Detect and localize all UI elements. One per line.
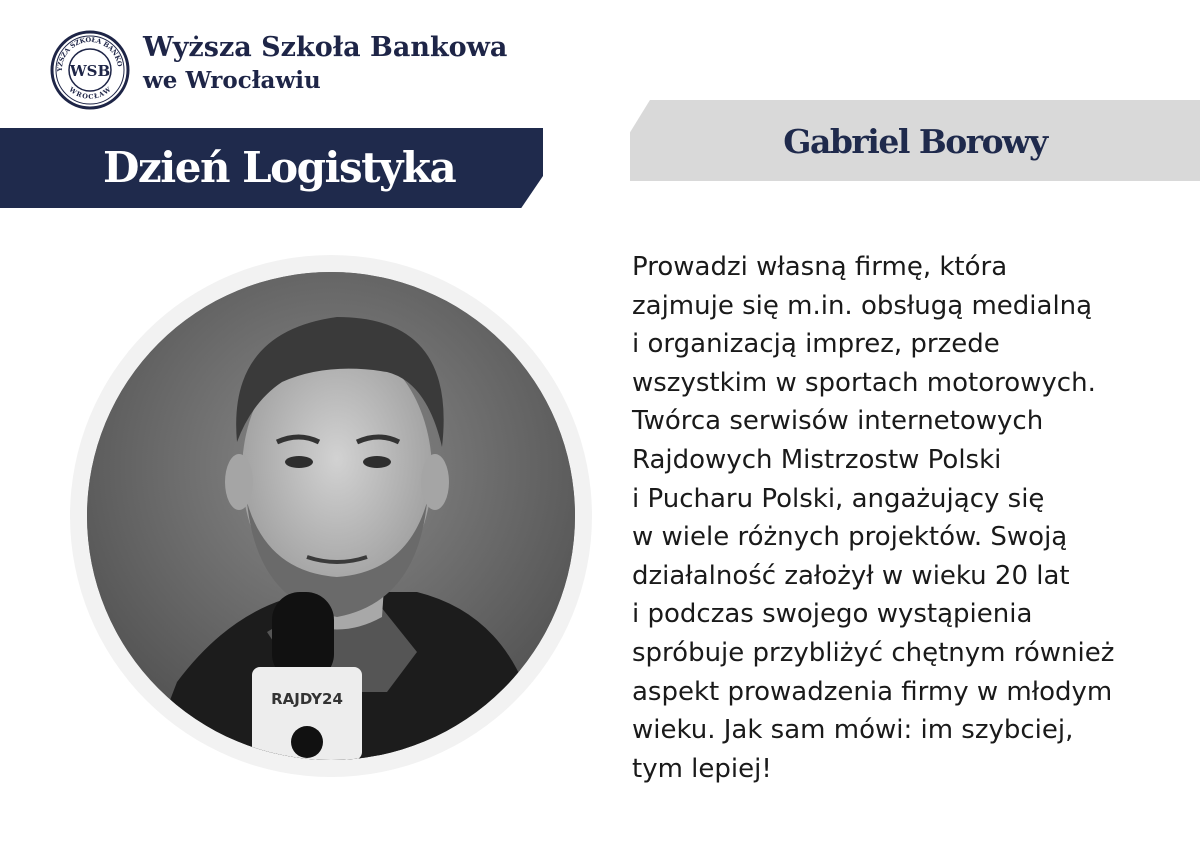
microphone-brand: RAJDY24	[271, 690, 343, 708]
bio-line: wieku. Jak sam mówi: im szybciej,	[632, 715, 1074, 746]
bio-line: aspekt prowadzenia firmy w młodym	[632, 676, 1113, 707]
bio-line: i podczas swojego wystąpienia	[632, 599, 1033, 630]
speaker-name: Gabriel Borowy	[783, 122, 1047, 161]
speaker-bio	[632, 248, 1172, 788]
bio-line: w wiele różnych projektów. Swoją	[632, 522, 1068, 553]
bio-line: działalność założył w wieku 20 lat	[632, 560, 1070, 591]
bio-line: i Pucharu Polski, angażujący się	[632, 483, 1045, 514]
bio-line: Twórca serwisów internetowych	[632, 406, 1044, 437]
bio-line: zajmuje się m.in. obsługą medialną	[632, 290, 1093, 321]
institution-city: we Wrocławiu	[143, 67, 321, 94]
bio-line: Prowadzi własną firmę, która	[632, 252, 1008, 282]
logo-monogram: WSB	[69, 62, 111, 80]
bio-line: Rajdowych Mistrzostw Polski	[632, 444, 1002, 475]
event-title: Dzień Logistyka	[103, 143, 456, 192]
wsb-logo	[50, 30, 130, 110]
bio-line: spróbuje przybliżyć chętnym również	[632, 637, 1115, 668]
speaker-photo	[87, 272, 575, 760]
bio-line: tym lepiej!	[632, 753, 772, 784]
bio-line: i organizacją imprez, przede	[632, 329, 1000, 360]
logo-ring-top-text: YŻSZA SZKOŁA BANKO	[55, 35, 124, 72]
institution-name: Wyższa Szkoła Bankowa	[143, 32, 508, 63]
institution-name-block	[143, 30, 507, 96]
logo-ring-bottom-text: WROCŁAW	[67, 85, 113, 101]
bio-line: wszystkim w sportach motorowych.	[632, 367, 1096, 398]
